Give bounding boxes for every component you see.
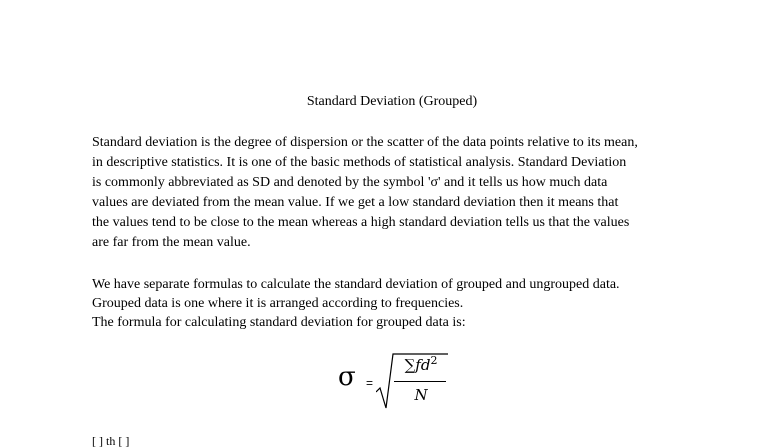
formula-intro-paragraph (92, 275, 620, 332)
paragraph-line: is commonly abbreviated as SD and denoted by the symbol 'σ' and it tells us how much data (92, 175, 608, 190)
paragraph-line: Standard deviation is the degree of dispersion or the scatter of the data points relative to its mean, (92, 135, 638, 150)
formula-numerator (396, 356, 446, 374)
equals-sign: = (366, 376, 374, 390)
paragraph-line: values are deviated from the mean value. If we get a low standard deviation then it means that (92, 195, 619, 210)
paragraph-line: We have separate formulas to calculate the standard deviation of grouped and ungrouped data. (92, 277, 620, 292)
document-title: Standard Deviation (Grouped) (306, 94, 478, 109)
cutoff-text: [ ] th [ ] (92, 434, 130, 448)
paragraph-line: in descriptive statistics. It is one of the basic methods of statistical analysis. Standard Deviation (92, 155, 627, 170)
standard-deviation-formula (338, 350, 458, 412)
paragraph-line: are far from the mean value. (92, 235, 251, 250)
paragraph-line: The formula for calculating standard deviation for grouped data is: (92, 315, 466, 330)
formula-denominator: N (414, 386, 428, 404)
definition-paragraph (92, 133, 638, 253)
numerator-exponent: 2 (430, 354, 438, 367)
paragraph-line: Grouped data is one where it is arranged according to frequencies. (92, 296, 464, 311)
sigma-symbol: σ (338, 362, 356, 392)
numerator-text: ∑fd (404, 356, 431, 374)
fraction-bar (394, 381, 446, 382)
paragraph-line: the values tend to be close to the mean whereas a high standard deviation tells us that the values (92, 215, 630, 230)
